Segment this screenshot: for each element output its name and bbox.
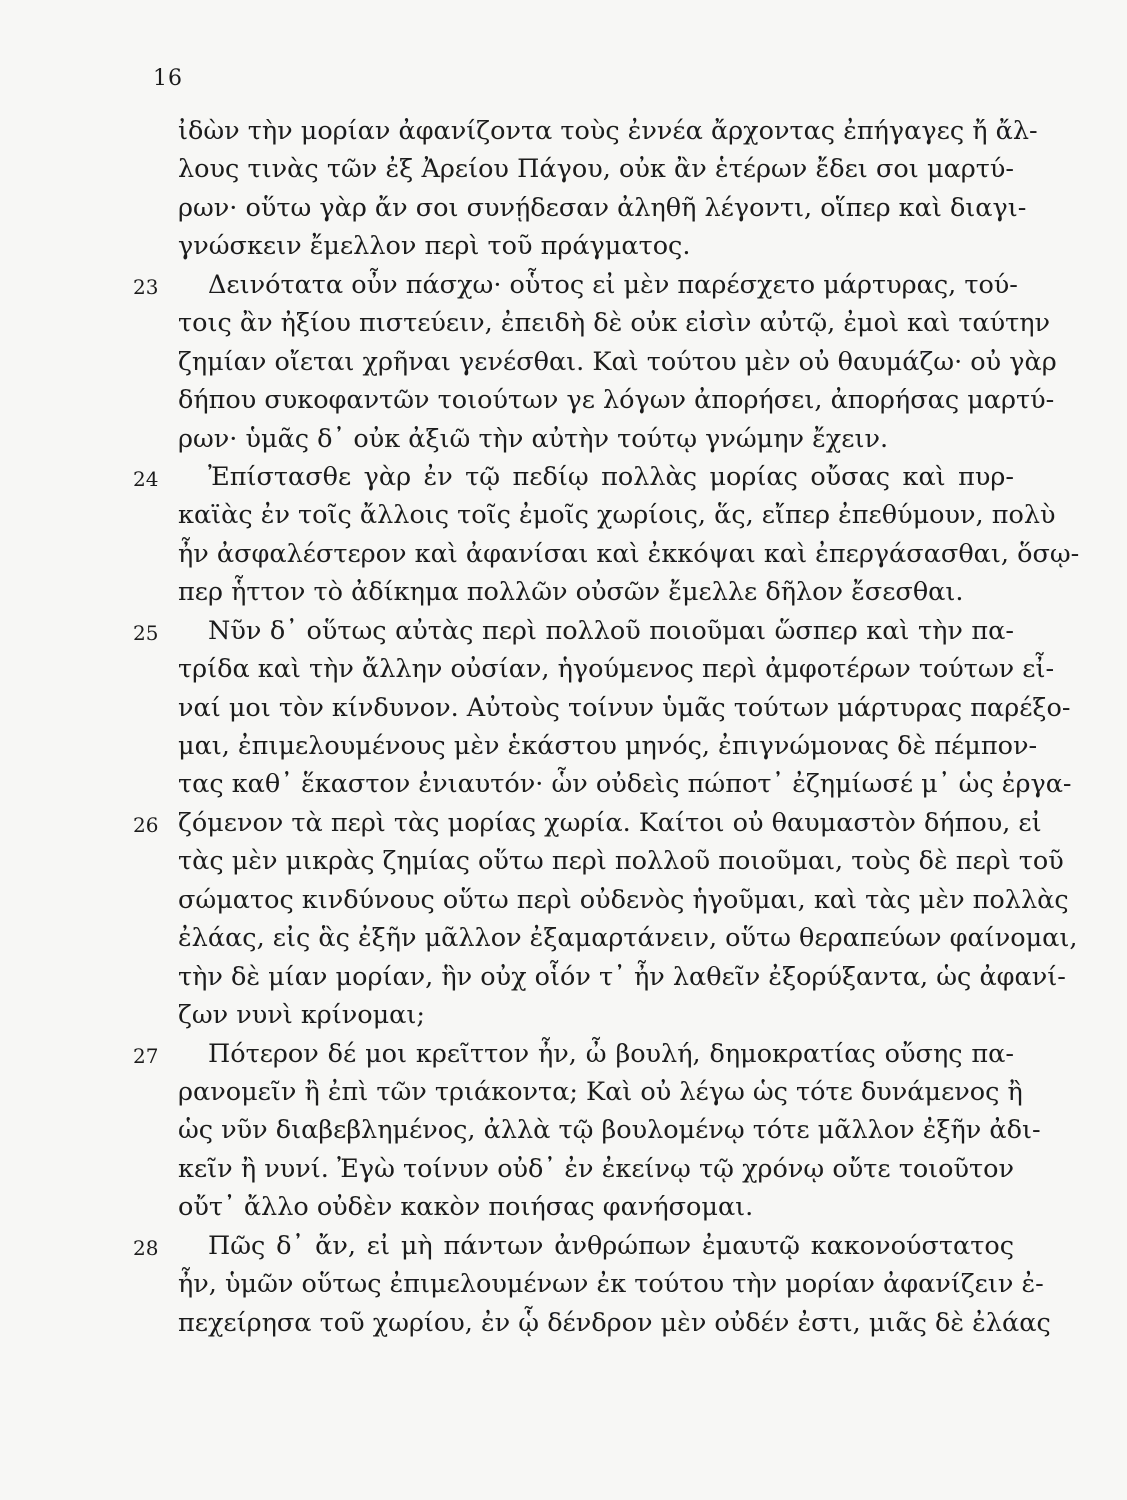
line-text: ἦν ἀσφαλέστερον καὶ ἀφανίσαι καὶ ἐκκόψαι καὶ ἐπεργάσασθαι, ὅσῳ-	[178, 538, 1080, 569]
text-line	[178, 1304, 1051, 1342]
line-text: καϊὰς ἐν τοῖς ἄλλοις τοῖς ἐμοῖς χωρίοις, ἅς, εἴπερ ἐπεθύμουν, πολὺ	[178, 500, 1056, 531]
text-line	[178, 189, 1027, 227]
line-text: τας καθ᾽ ἕκαστον ἐνιαυτόν· ὧν οὐδεὶς πώποτ᾽ ἐζημίωσέ μ᾽ ὡς ἐργα-	[178, 769, 1072, 800]
text-line	[178, 919, 1078, 957]
line-text: ἐλάας, εἰς ἃς ἐξῆν μᾶλλον ἐξαμαρτάνειν, οὕτω θεραπεύων φαίνομαι,	[178, 923, 1078, 954]
text-line	[178, 381, 1055, 419]
line-text: μαι, ἐπιμελουμένους μὲν ἑκάστου μηνός, ἐπιγνώμονας δὲ πέμπον-	[178, 731, 1038, 761]
text-line	[178, 535, 1080, 573]
text-line	[178, 881, 1069, 919]
line-text: πεχείρησα τοῦ χωρίου, ἐν ᾧ δένδρον μὲν οὐδέν ἐστι, μιᾶς δὲ ἐλάας	[178, 1307, 1051, 1338]
text-line	[178, 420, 1014, 458]
line-text: Ἐπίστασθε γὰρ ἐν τῷ πεδίῳ πολλὰς μορίας οὔσας καὶ πυρ-	[208, 461, 1014, 492]
section-number: 23	[133, 274, 159, 299]
text-line	[178, 650, 1055, 688]
section-number: 24	[133, 466, 159, 491]
line-text: ζων νυνὶ κρίνομαι;	[178, 1000, 425, 1031]
text-line	[133, 1035, 1014, 1073]
text-line	[178, 496, 1056, 534]
text-line	[178, 1265, 1044, 1303]
line-text: Πῶς δ᾽ ἄν, εἰ μὴ πάντων ἀνθρώπων ἐμαυτῷ κακονούστατος	[208, 1230, 1014, 1261]
text-line	[133, 804, 1042, 842]
text-line	[178, 765, 1072, 803]
text-line	[133, 458, 1014, 496]
line-text: Νῦν δ᾽ οὕτως αὐτὰς περὶ πολλοῦ ποιοῦμαι ὥσπερ καὶ τὴν πα-	[208, 615, 1014, 646]
text-line	[178, 996, 1014, 1034]
text-line	[178, 343, 1057, 381]
section-number: 27	[133, 1043, 159, 1068]
text-line	[178, 842, 1064, 880]
section-number: 25	[133, 620, 159, 645]
section-number: 28	[133, 1235, 159, 1260]
text-line	[178, 1073, 1023, 1111]
text-line	[133, 612, 1014, 650]
line-text: ζόμενον τὰ περὶ τὰς μορίας χωρία. Καίτοι οὐ θαυμαστὸν δήπου, εἰ	[178, 807, 1042, 838]
line-text: Δεινότατα οὖν πάσχω· οὗτος εἰ μὲν παρέσχετο μάρτυρας, τού-	[208, 269, 1018, 300]
line-text: δήπου συκοφαντῶν τοιούτων γε λόγων ἀπορήσει, ἀπορήσας μαρτύ-	[178, 385, 1055, 416]
text-line	[133, 1227, 1014, 1265]
line-text: ναί μοι τὸν κίνδυνον. Αὐτοὺς τοίνυν ὑμᾶς τούτων μάρτυρας παρέξο-	[178, 692, 1071, 723]
text-line	[178, 958, 1066, 996]
line-text: ρανομεῖν ἢ ἐπὶ τῶν τριάκοντα; Καὶ οὐ λέγω ὡς τότε δυνάμενος ἢ	[178, 1076, 1023, 1107]
text-line	[178, 727, 1038, 765]
line-text: ἰδὼν τὴν μορίαν ἀφανίζοντα τοὺς ἐννέα ἄρχοντας ἐπήγαγες ἤ ἄλ-	[178, 116, 1038, 146]
text-line	[178, 573, 1014, 611]
line-text: Πότερον δέ μοι κρεῖττον ἦν, ὦ βουλή, δημοκρατίας οὔσης πα-	[208, 1038, 1014, 1069]
line-text: τοις ἂν ἠξίου πιστεύειν, ἐπειδὴ δὲ οὐκ εἰσὶν αὐτῷ, ἐμοὶ καὶ ταύτην	[178, 308, 1051, 339]
body-text	[133, 112, 1080, 1342]
text-line	[178, 689, 1071, 727]
page-number: 16	[153, 66, 183, 91]
line-text: ζημίαν οἴεται χρῆναι γενέσθαι. Καὶ τούτου μὲν οὐ θαυμάζω· οὐ γὰρ	[178, 346, 1057, 377]
text-line	[133, 266, 1018, 304]
line-text: κεῖν ἢ νυνί. Ἐγὼ τοίνυν οὐδ᾽ ἐν ἐκείνῳ τῷ χρόνῳ οὔτε τοιοῦτον	[178, 1153, 1014, 1184]
text-line	[178, 1150, 1014, 1188]
section-number: 26	[133, 812, 159, 837]
line-text: ὡς νῦν διαβεβλημένος, ἀλλὰ τῷ βουλομένῳ τότε μᾶλλον ἐξῆν ἀδι-	[178, 1115, 1041, 1146]
line-text: γνώσκειν ἔμελλον περὶ τοῦ πράγματος.	[178, 231, 691, 262]
line-text: ἦν, ὑμῶν οὕτως ἐπιμελουμένων ἐκ τούτου τὴν μορίαν ἀφανίζειν ἐ-	[178, 1269, 1044, 1300]
text-line	[178, 112, 1038, 150]
text-line	[178, 1111, 1041, 1149]
text-line	[178, 150, 1014, 188]
text-line	[178, 1188, 1014, 1226]
line-text: ρων· οὕτω γὰρ ἄν σοι συνῄδεσαν ἀληθῆ λέγοντι, οἵπερ καὶ διαγι-	[178, 192, 1027, 223]
line-text: τρίδα καὶ τὴν ἄλλην οὐσίαν, ἡγούμενος περὶ ἀμφοτέρων τούτων εἶ-	[178, 654, 1055, 685]
text-line	[178, 227, 1014, 265]
line-text: λους τινὰς τῶν ἐξ Ἀρείου Πάγου, οὐκ ἂν ἑτέρων ἔδει σοι μαρτύ-	[178, 154, 1014, 185]
line-text: περ ἧττον τὸ ἀδίκημα πολλῶν οὐσῶν ἔμελλε δῆλον ἔσεσθαι.	[178, 577, 964, 608]
line-text: τὴν δὲ μίαν μορίαν, ἣν οὐχ οἷόν τ᾽ ἦν λαθεῖν ἐξορύξαντα, ὡς ἀφανί-	[178, 961, 1066, 992]
line-text: οὔτ᾽ ἄλλο οὐδὲν κακὸν ποιήσας φανήσομαι.	[178, 1192, 754, 1223]
line-text: ρων· ὑμᾶς δ᾽ οὐκ ἀξιῶ τὴν αὐτὴν τούτῳ γνώμην ἔχειν.	[178, 423, 889, 454]
text-line	[178, 304, 1051, 342]
line-text: τὰς μὲν μικρὰς ζημίας οὕτω περὶ πολλοῦ ποιοῦμαι, τοὺς δὲ περὶ τοῦ	[178, 846, 1064, 877]
line-text: σώματος κινδύνους οὕτω περὶ οὐδενὸς ἡγοῦμαι, καὶ τὰς μὲν πολλὰς	[178, 884, 1069, 915]
